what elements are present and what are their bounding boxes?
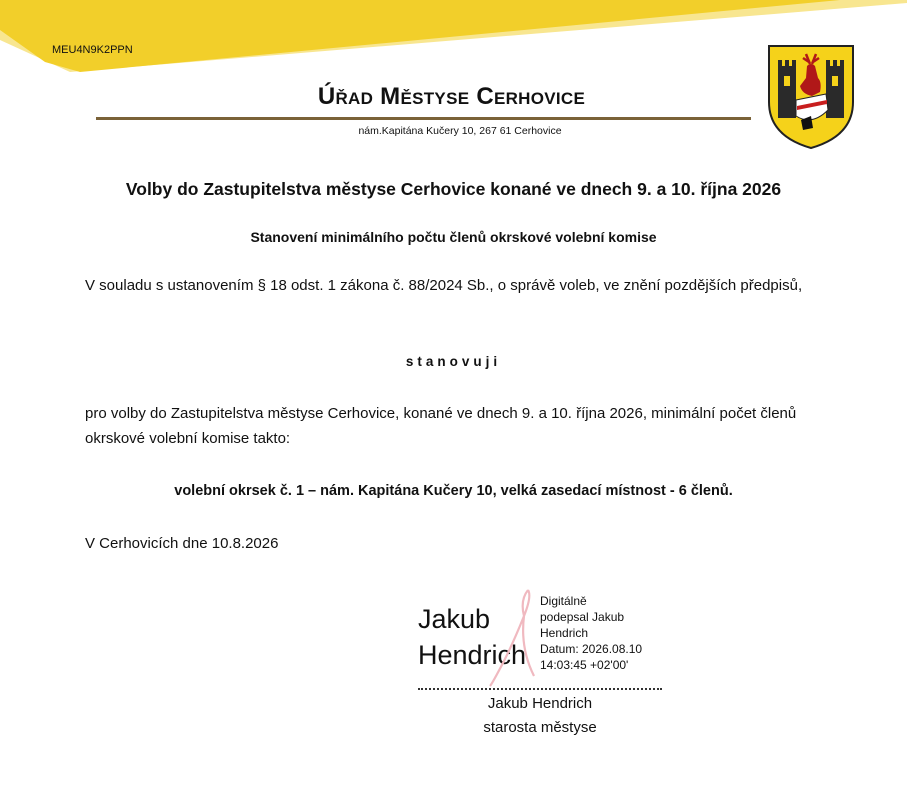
signature-line (418, 688, 662, 690)
document-id: MEU4N9K2PPN (52, 44, 133, 56)
digital-signature-line: podepsal Jakub (540, 610, 625, 624)
digital-signature-line: Hendrich (540, 626, 589, 640)
digital-signature-line: Datum: 2026.08.10 (540, 642, 643, 656)
place-and-date: V Cerhovicích dne 10.8.2026 (85, 535, 279, 552)
signer-role: starosta městyse (483, 719, 597, 736)
intro-paragraph: V souladu s ustanovením § 18 odst. 1 zákona č. 88/2024 Sb., o správě voleb, ve znění pozdějších předpisů, (85, 277, 803, 294)
body-paragraph: pro volby do Zastupitelstva městyse Cerhovice, konané ve dnech 9. a 10. října 2026, minimální počet členů okrskové volební komise takto: (85, 405, 797, 447)
document-title: Volby do Zastupitelstva městyse Cerhovice konané ve dnech 9. a 10. října 2026 (125, 179, 782, 199)
digital-signature-line: Digitálně (540, 594, 587, 608)
decision-word: stanovuji (405, 354, 502, 369)
digital-signature-line: 14:03:45 +02'00' (540, 658, 629, 672)
signature-mark-icon (484, 586, 544, 688)
header-rule (96, 117, 751, 120)
signer-name: Jakub Hendrich (487, 695, 593, 712)
office-address: nám.Kapitána Kučery 10, 267 61 Cerhovice (358, 125, 562, 137)
office-name: Úřad Městyse Cerhovice (317, 83, 586, 110)
signature-last-name: Hendrich (418, 640, 527, 670)
digital-signature-details (540, 593, 680, 673)
district-statement: volební okrsek č. 1 – nám. Kapitána Kučery 10, velká zasedací místnost - 6 členů. (174, 483, 733, 499)
signature-first-name: Jakub (418, 604, 491, 634)
document-subtitle: Stanovení minimálního počtu členů okrskové volební komise (250, 229, 657, 245)
coat-of-arms-icon (766, 44, 856, 150)
